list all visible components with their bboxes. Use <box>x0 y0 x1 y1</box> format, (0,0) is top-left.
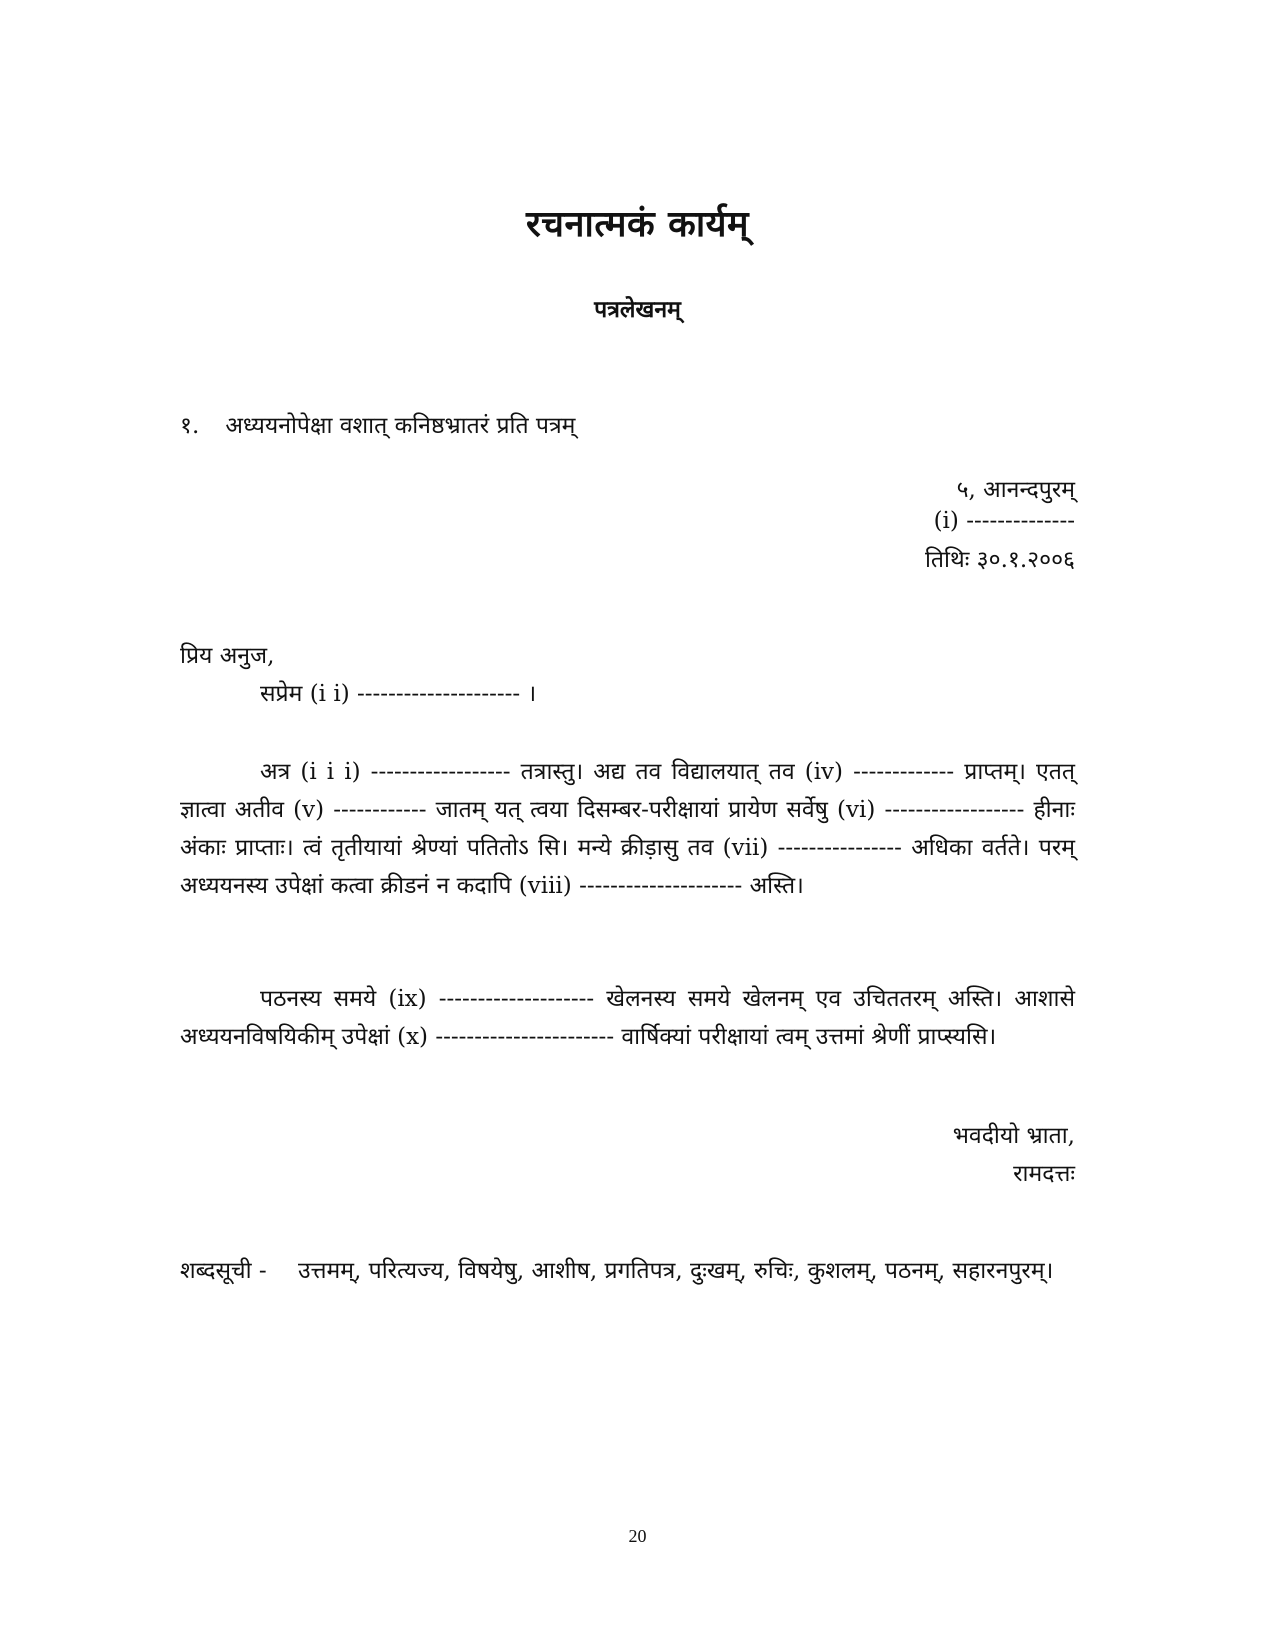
date-line: तिथिः ३०.१.२००६ <box>924 547 1075 573</box>
letter-paragraph-2: पठनस्य समये (ix) -------------------- खेलनस्य समये खेलनम् एव उचिततरम् अस्ति। आशासे अध्ययनविषयिकीम् उपेक्षां (x) ----------------------- वार्षिक्यां परीक्षायां त्वम् उत्तमां श्रेणीं प्राप्स्यसि। <box>180 986 1075 1050</box>
question-heading <box>180 408 575 440</box>
word-list-label: शब्दसूची - <box>180 1258 267 1284</box>
greeting-line: सप्रेम (i i) --------------------- । <box>260 681 537 707</box>
salutation: प्रिय अनुज, <box>180 643 275 669</box>
word-list-items: उत्तमम्, परित्यज्य, विषयेषु, आशीष, प्रगतिपत्र, दुःखम्, रुचिः, कुशलम्, पठनम्, सहारनपुरम्। <box>298 1258 1054 1284</box>
page-number: 20 <box>628 1526 647 1546</box>
signoff-name: रामदत्तः <box>1013 1161 1075 1187</box>
question-number: १. <box>180 413 200 439</box>
signoff-line-1: भवदीयो भ्राता, <box>952 1123 1075 1149</box>
word-list <box>180 1252 1075 1290</box>
question-text: अध्ययनोपेक्षा वशात् कनिष्ठभ्रातरं प्रति पत्रम् <box>225 413 576 439</box>
section-subtitle: पत्रलेखनम् <box>594 296 681 323</box>
address-line-1: ५, आनन्दपुरम् <box>956 477 1075 503</box>
page-title: रचनात्मकं कार्यम् <box>525 203 750 245</box>
address-line-2: (i) -------------- <box>933 508 1075 534</box>
letter-paragraph-1: अत्र (i i i) ------------------ तत्रास्तु। अद्य तव विद्यालयात् तव (iv) ------------- प्राप्तम्। एतत् ज्ञात्वा अतीव (v) ------------ जातम् यत् त्वया दिसम्बर-परीक्षायां प्रायेण सर्वेषु (vi) ------------------ हीनाः अंकाः प्राप्ताः। त्वं तृतीयायां श्रेण्यां पतितोऽ सि। मन्ये क्रीड़ासु तव (vii) ---------------- अधिका वर्तते। परम् अध्ययनस्य उपेक्षां कत्वा क्रीडनं न कदापि (viii) --------------------- अस्ति। <box>180 759 1075 899</box>
